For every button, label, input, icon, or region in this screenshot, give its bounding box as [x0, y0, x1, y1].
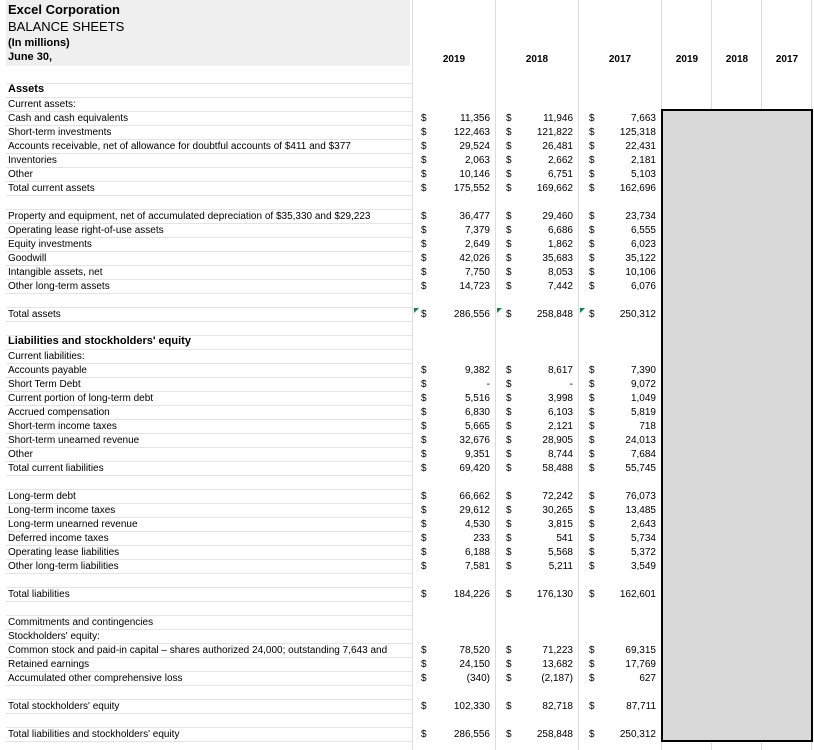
currency-symbol: $: [421, 393, 427, 404]
value-cell: 6,188: [464, 547, 490, 558]
currency-symbol: $: [589, 127, 595, 138]
value-cell: 5,665: [464, 421, 490, 432]
currency-symbol: $: [589, 701, 595, 712]
extra-year-header-2017: 2017: [775, 54, 799, 65]
value-cell: 125,318: [619, 127, 656, 138]
value-cell: 7,750: [464, 267, 490, 278]
currency-symbol: $: [421, 253, 427, 264]
extra-year-header-2018: 2018: [725, 54, 749, 65]
currency-symbol: $: [589, 267, 595, 278]
currency-symbol: $: [506, 589, 512, 600]
value-cell: 2,649: [464, 239, 490, 250]
row-label: Total liabilities and stockholders' equity: [8, 729, 180, 740]
currency-symbol: $: [589, 435, 595, 446]
row-label: Short Term Debt: [8, 379, 81, 390]
value-cell: 7,390: [630, 365, 656, 376]
currency-symbol: $: [506, 547, 512, 558]
value-cell: 7,442: [547, 281, 573, 292]
currency-symbol: $: [506, 309, 512, 320]
statement-title: BALANCE SHEETS: [8, 19, 125, 34]
currency-symbol: $: [589, 505, 595, 516]
currency-symbol: $: [589, 533, 595, 544]
value-cell: 6,076: [630, 281, 656, 292]
empty-selection-block[interactable]: [661, 109, 813, 742]
currency-symbol: $: [589, 379, 595, 390]
value-cell: 3,549: [630, 561, 656, 572]
value-cell: 58,488: [542, 463, 573, 474]
currency-symbol: $: [421, 407, 427, 418]
row-label: Retained earnings: [8, 659, 90, 670]
value-cell: 2,181: [630, 155, 656, 166]
row-gridline: [6, 293, 412, 294]
currency-symbol: $: [421, 505, 427, 516]
value-cell: 24,150: [459, 659, 490, 670]
currency-symbol: $: [589, 309, 595, 320]
value-cell: 6,103: [547, 407, 573, 418]
row-label: Operating lease right-of-use assets: [8, 225, 164, 236]
currency-symbol: $: [421, 533, 427, 544]
currency-symbol: $: [506, 561, 512, 572]
row-gridline: [6, 475, 412, 476]
currency-symbol: $: [421, 225, 427, 236]
value-cell: 69,420: [459, 463, 490, 474]
value-cell: 2,121: [547, 421, 573, 432]
currency-symbol: $: [589, 211, 595, 222]
currency-symbol: $: [589, 155, 595, 166]
currency-symbol: $: [506, 421, 512, 432]
value-cell: 258,848: [536, 309, 573, 320]
row-label: Accounts payable: [8, 365, 87, 376]
value-cell: 13,682: [542, 659, 573, 670]
currency-symbol: $: [421, 561, 427, 572]
row-label: Long-term unearned revenue: [8, 519, 138, 530]
value-cell: 76,073: [625, 491, 656, 502]
error-indicator-icon: [580, 308, 585, 313]
value-cell: 7,663: [630, 113, 656, 124]
currency-symbol: $: [589, 491, 595, 502]
currency-symbol: $: [506, 141, 512, 152]
value-cell: 9,072: [630, 379, 656, 390]
value-cell: 8,617: [547, 365, 573, 376]
currency-symbol: $: [589, 141, 595, 152]
value-cell: 10,146: [459, 169, 490, 180]
value-cell: 22,431: [625, 141, 656, 152]
row-label: Total current liabilities: [8, 463, 104, 474]
value-cell: 6,751: [547, 169, 573, 180]
currency-symbol: $: [589, 253, 595, 264]
value-cell: 10,106: [625, 267, 656, 278]
currency-symbol: $: [421, 155, 427, 166]
currency-symbol: $: [421, 729, 427, 740]
currency-symbol: $: [421, 673, 427, 684]
value-cell: 7,379: [464, 225, 490, 236]
error-indicator-icon: [414, 308, 419, 313]
row-gridline: [6, 321, 412, 322]
currency-symbol: $: [589, 589, 595, 600]
row-label: Equity investments: [8, 239, 92, 250]
currency-symbol: $: [506, 127, 512, 138]
currency-symbol: $: [589, 407, 595, 418]
row-label: Other: [8, 449, 34, 460]
currency-symbol: $: [589, 169, 595, 180]
row-gridline: [6, 601, 412, 602]
value-cell: 36,477: [459, 211, 490, 222]
currency-symbol: $: [506, 407, 512, 418]
value-cell: 82,718: [542, 701, 573, 712]
value-cell: 5,372: [630, 547, 656, 558]
value-cell: 184,226: [453, 589, 490, 600]
currency-symbol: $: [421, 435, 427, 446]
currency-symbol: $: [421, 113, 427, 124]
value-cell: -: [569, 379, 573, 390]
value-cell: 8,053: [547, 267, 573, 278]
currency-symbol: $: [421, 421, 427, 432]
value-cell: 69,315: [625, 645, 656, 656]
year-header-2017: 2017: [608, 54, 632, 65]
currency-symbol: $: [589, 673, 595, 684]
value-cell: 87,711: [626, 701, 656, 712]
row-gridline: [6, 713, 412, 714]
value-cell: 2,063: [464, 155, 490, 166]
row-label: Assets: [8, 83, 45, 95]
currency-symbol: $: [589, 463, 595, 474]
currency-symbol: $: [421, 701, 427, 712]
currency-symbol: $: [421, 169, 427, 180]
value-cell: 3,815: [547, 519, 573, 530]
currency-symbol: $: [506, 393, 512, 404]
currency-symbol: $: [506, 281, 512, 292]
value-cell: 7,581: [464, 561, 490, 572]
value-cell: 24,013: [625, 435, 656, 446]
currency-symbol: $: [421, 365, 427, 376]
value-cell: 718: [639, 421, 656, 432]
row-label: Short-term investments: [8, 127, 112, 138]
currency-symbol: $: [506, 701, 512, 712]
row-label: Other long-term liabilities: [8, 561, 119, 572]
row-gridline: [6, 573, 412, 574]
currency-symbol: $: [421, 281, 427, 292]
row-label: Current liabilities:: [8, 351, 85, 362]
value-cell: 35,122: [625, 253, 656, 264]
value-cell: 250,312: [619, 729, 656, 740]
row-label: Goodwill: [8, 253, 47, 264]
currency-symbol: $: [506, 379, 512, 390]
value-cell: 6,686: [547, 225, 573, 236]
currency-symbol: $: [589, 645, 595, 656]
currency-symbol: $: [421, 449, 427, 460]
value-cell: 175,552: [453, 183, 490, 194]
value-cell: 162,601: [619, 589, 656, 600]
currency-symbol: $: [506, 211, 512, 222]
currency-symbol: $: [506, 267, 512, 278]
value-cell: 286,556: [453, 729, 490, 740]
row-label: Deferred income taxes: [8, 533, 109, 544]
currency-symbol: $: [506, 463, 512, 474]
value-cell: 627: [639, 673, 656, 684]
value-cell: 78,520: [459, 645, 490, 656]
value-cell: 17,769: [625, 659, 656, 670]
value-cell: 2,662: [547, 155, 573, 166]
currency-symbol: $: [589, 547, 595, 558]
value-cell: (2,187): [541, 673, 573, 684]
value-cell: 169,662: [536, 183, 573, 194]
row-label: Total current assets: [8, 183, 95, 194]
value-cell: 122,463: [453, 127, 490, 138]
year-header-2019: 2019: [442, 54, 466, 65]
value-cell: 4,530: [464, 519, 490, 530]
currency-symbol: $: [506, 729, 512, 740]
currency-symbol: $: [506, 491, 512, 502]
column-gridline: [495, 0, 496, 750]
currency-symbol: $: [421, 519, 427, 530]
currency-symbol: $: [421, 183, 427, 194]
value-cell: 121,822: [536, 127, 573, 138]
currency-symbol: $: [506, 239, 512, 250]
value-cell: 14,723: [459, 281, 490, 292]
currency-symbol: $: [506, 253, 512, 264]
value-cell: 1,862: [547, 239, 573, 250]
currency-symbol: $: [421, 211, 427, 222]
row-label: Inventories: [8, 155, 57, 166]
value-cell: 66,662: [459, 491, 490, 502]
extra-year-header-2019: 2019: [675, 54, 699, 65]
value-cell: 5,103: [630, 169, 656, 180]
currency-symbol: $: [421, 127, 427, 138]
value-cell: 42,026: [459, 253, 490, 264]
value-cell: 9,382: [464, 365, 490, 376]
currency-symbol: $: [506, 435, 512, 446]
value-cell: 5,734: [630, 533, 656, 544]
column-gridline: [412, 0, 413, 750]
row-label: Liabilities and stockholders' equity: [8, 335, 191, 347]
currency-symbol: $: [589, 729, 595, 740]
row-label: Common stock and paid-in capital – shares authorized 24,000; outstanding 7,643 and: [8, 645, 388, 656]
currency-symbol: $: [506, 505, 512, 516]
value-cell: 5,568: [547, 547, 573, 558]
value-cell: 541: [556, 533, 573, 544]
value-cell: 9,351: [464, 449, 490, 460]
row-label: Other: [8, 169, 34, 180]
value-cell: 71,223: [542, 645, 573, 656]
value-cell: 250,312: [619, 309, 656, 320]
currency-symbol: $: [506, 155, 512, 166]
row-label: Accumulated other comprehensive loss: [8, 673, 183, 684]
currency-symbol: $: [589, 561, 595, 572]
row-label: Accounts receivable, net of allowance for doubtful accounts of $411 and $377: [8, 141, 351, 152]
row-label: Commitments and contingencies: [8, 617, 154, 628]
error-indicator-icon: [497, 308, 502, 313]
value-cell: 29,460: [542, 211, 573, 222]
currency-symbol: $: [421, 589, 427, 600]
currency-symbol: $: [421, 379, 427, 390]
currency-symbol: $: [589, 449, 595, 460]
period-label: June 30,: [8, 51, 53, 63]
row-label: Other long-term assets: [8, 281, 110, 292]
currency-symbol: $: [506, 169, 512, 180]
value-cell: 6,555: [630, 225, 656, 236]
value-cell: 258,848: [536, 729, 573, 740]
value-cell: 2,643: [630, 519, 656, 530]
row-label: Current portion of long-term debt: [8, 393, 154, 404]
currency-symbol: $: [421, 141, 427, 152]
currency-symbol: $: [421, 659, 427, 670]
currency-symbol: $: [421, 491, 427, 502]
value-cell: 3,998: [547, 393, 573, 404]
row-label: Long-term income taxes: [8, 505, 116, 516]
currency-symbol: $: [589, 659, 595, 670]
value-cell: 5,516: [464, 393, 490, 404]
row-label: Current assets:: [8, 99, 76, 110]
row-label: Long-term debt: [8, 491, 76, 502]
currency-symbol: $: [421, 239, 427, 250]
currency-symbol: $: [506, 365, 512, 376]
row-gridline: [6, 195, 412, 196]
currency-symbol: $: [589, 365, 595, 376]
row-label: Total liabilities: [8, 589, 70, 600]
value-cell: 32,676: [459, 435, 490, 446]
value-cell: -: [486, 379, 490, 390]
value-cell: 176,130: [536, 589, 573, 600]
value-cell: 7,684: [630, 449, 656, 460]
currency-symbol: $: [506, 533, 512, 544]
row-label: Total assets: [8, 309, 61, 320]
year-header-2018: 2018: [525, 54, 549, 65]
currency-symbol: $: [506, 645, 512, 656]
value-cell: 286,556: [453, 309, 490, 320]
value-cell: 55,745: [625, 463, 656, 474]
currency-symbol: $: [589, 393, 595, 404]
value-cell: 23,734: [625, 211, 656, 222]
row-label: Total stockholders' equity: [8, 701, 120, 712]
currency-symbol: $: [421, 463, 427, 474]
company-name: Excel Corporation: [8, 2, 120, 17]
currency-symbol: $: [421, 309, 427, 320]
value-cell: 5,819: [630, 407, 656, 418]
currency-symbol: $: [589, 225, 595, 236]
currency-symbol: $: [589, 113, 595, 124]
row-label: Cash and cash equivalents: [8, 113, 129, 124]
row-label: Accrued compensation: [8, 407, 110, 418]
row-label: Intangible assets, net: [8, 267, 103, 278]
value-cell: 29,612: [459, 505, 490, 516]
value-cell: 233: [473, 533, 490, 544]
units-note: (In millions): [8, 37, 70, 49]
value-cell: 26,481: [542, 141, 573, 152]
value-cell: (340): [466, 673, 490, 684]
currency-symbol: $: [506, 183, 512, 194]
value-cell: 30,265: [542, 505, 573, 516]
currency-symbol: $: [589, 519, 595, 530]
value-cell: 5,211: [548, 561, 573, 572]
value-cell: 35,683: [542, 253, 573, 264]
value-cell: 1,049: [630, 393, 656, 404]
currency-symbol: $: [506, 225, 512, 236]
value-cell: 6,830: [464, 407, 490, 418]
currency-symbol: $: [421, 645, 427, 656]
currency-symbol: $: [506, 113, 512, 124]
row-gridline: [6, 741, 412, 742]
value-cell: 11,946: [543, 113, 573, 124]
currency-symbol: $: [589, 421, 595, 432]
row-label: Operating lease liabilities: [8, 547, 120, 558]
currency-symbol: $: [506, 673, 512, 684]
value-cell: 102,330: [453, 701, 490, 712]
row-gridline: [6, 685, 412, 686]
currency-symbol: $: [506, 519, 512, 530]
row-label: Short-term income taxes: [8, 421, 117, 432]
value-cell: 162,696: [619, 183, 656, 194]
currency-symbol: $: [589, 239, 595, 250]
row-label: Property and equipment, net of accumulated depreciation of $35,330 and $29,223: [8, 211, 371, 222]
currency-symbol: $: [421, 547, 427, 558]
value-cell: 29,524: [459, 141, 490, 152]
currency-symbol: $: [589, 281, 595, 292]
currency-symbol: $: [506, 449, 512, 460]
value-cell: 11,356: [460, 113, 490, 124]
currency-symbol: $: [506, 659, 512, 670]
value-cell: 13,485: [625, 505, 656, 516]
value-cell: 28,905: [542, 435, 573, 446]
currency-symbol: $: [421, 267, 427, 278]
value-cell: 72,242: [542, 491, 573, 502]
row-label: Stockholders' equity:: [8, 631, 100, 642]
column-gridline: [578, 0, 579, 750]
value-cell: 8,744: [547, 449, 573, 460]
row-label: Short-term unearned revenue: [8, 435, 140, 446]
currency-symbol: $: [589, 183, 595, 194]
value-cell: 6,023: [630, 239, 656, 250]
